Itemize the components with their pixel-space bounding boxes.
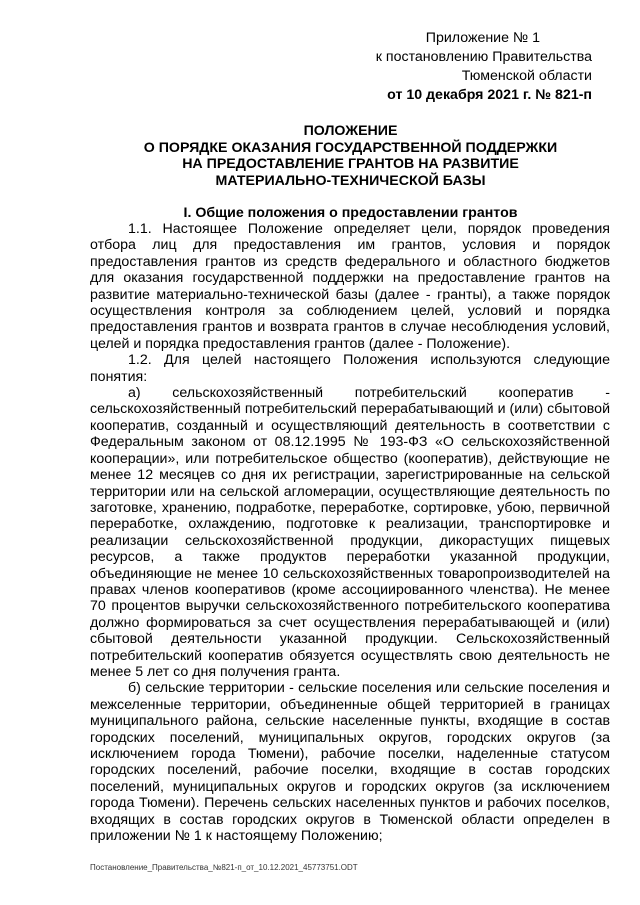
appendix-to-resolution: к постановлению Правительства <box>375 49 592 65</box>
appendix-number: Приложение № 1 <box>425 30 540 46</box>
document-title <box>90 123 611 189</box>
appendix-header <box>360 29 592 105</box>
file-footer: Постановление_Правительства_№821-п_от_10.12.2021_45773751.ODT <box>90 863 358 872</box>
appendix-government: Тюменской области <box>461 68 592 84</box>
appendix-date: от 10 декабря 2021 г. № 821-п <box>387 87 592 103</box>
title-line: О ПОРЯДКЕ ОКАЗАНИЯ ГОСУДАРСТВЕННОЙ ПОДДЕРЖКИ <box>143 139 558 156</box>
paragraph-1-2: 1.2. Для целей настоящего Положения используются следующие понятия: <box>90 352 610 385</box>
title-line: НА ПРЕДОСТАВЛЕНИЕ ГРАНТОВ НА РАЗВИТИЕ <box>182 156 519 172</box>
title-line: МАТЕРИАЛЬНО-ТЕХНИЧЕСКОЙ БАЗЫ <box>215 172 486 189</box>
paragraph-item-b: б) сельские территории - сельские поселения или сельские поселения и межселенные территории, объединенные общей территорией в границах муниципального района, сельские населенные пункты, входящие в состав городских поселений, муниципальных округов, городских округов (за исключением города Тюмени), рабочие поселки, наделенные статусом городских поселений, рабочие поселки, входящие в состав городских поселений, муниципальных округов и городских округов (за исключением города Тюмени). Перечень сельских населенных пунктов и рабочих поселков, входящих в состав городских округов в Тюменской области определен в приложении № 1 к настоящему Положению; <box>90 680 610 845</box>
title-line: ПОЛОЖЕНИЕ <box>303 123 398 139</box>
section-heading: I. Общие положения о предоставлении грантов <box>183 205 518 221</box>
paragraph-1-1: 1.1. Настоящее Положение определяет цели, порядок проведения отбора лиц для предоставления им грантов, условия и порядок предоставления грантов из средств федерального и областного бюджетов для оказания государственной поддержки на предоставление грантов на развитие материально-технической базы (далее - гранты), а также порядок осуществления контроля за соблюдением целей, условий и порядка предоставления грантов и возврата грантов в случае несоблюдения условий, целей и порядка предоставления грантов (далее - Положение). <box>90 221 610 352</box>
paragraph-item-a: а) сельскохозяйственный потребительский кооператив - сельскохозяйственный потребительский перерабатывающий и (или) сбытовой кооператив, созданный и осуществляющий деятельность в соответствии с Федеральным законом от 08.12.1995 № 193-ФЗ «О сельскохозяйственной кооперации», или потребительское общество (кооператив), действующие не менее 12 месяцев со дня их регистрации, зарегистрированные на сельской территории или на сельской агломерации, осуществляющие деятельность по заготовке, хранению, подработке, переработке, сортировке, убою, первичной переработке, охлаждению, подготовке к реализации, транспортировке и реализации сельскохозяйственной продукции, дикорастущих пищевых ресурсов, а также продуктов переработки указанной продукции, объединяющие не менее 10 сельскохозяйственных товаропроизводителей на правах членов кооперативов (кроме ассоциированного членства). Не менее 70 процентов выручки сельскохозяйственного потребительского кооператива должно формироваться за счет осуществления перерабатывающей и (или) сбытовой деятельности указанной продукции. Сельскохозяйственный потребительский кооператив обязуется осуществлять свою деятельность не менее 5 лет со дня получения гранта. <box>90 385 610 680</box>
section-body <box>90 221 610 844</box>
